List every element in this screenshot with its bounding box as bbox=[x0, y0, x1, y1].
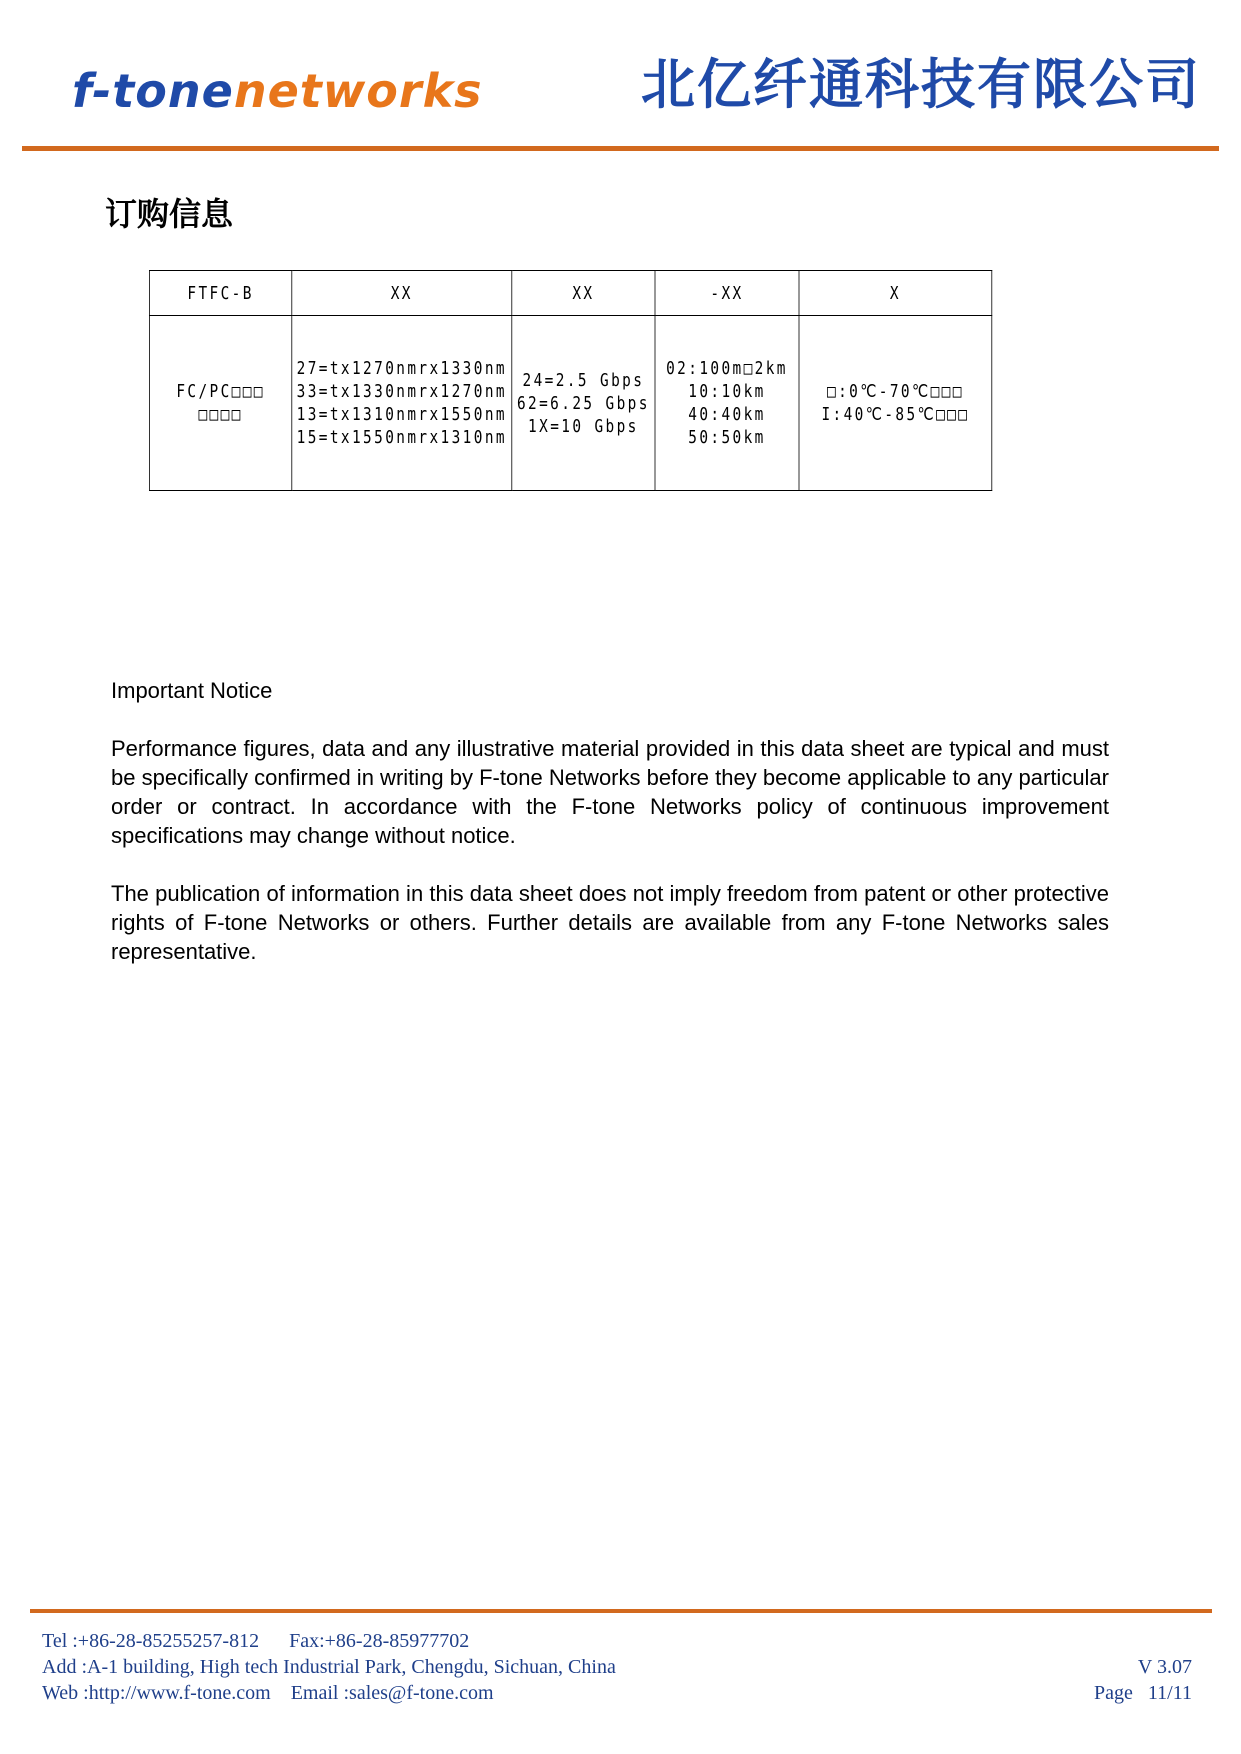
header-cell-distance: -XX bbox=[655, 271, 799, 316]
cell-line: □□□□ bbox=[198, 404, 243, 425]
important-notice bbox=[111, 676, 1109, 995]
table-body-row bbox=[149, 316, 991, 491]
cell-line: □:0℃-70℃□□□ bbox=[827, 381, 964, 402]
cell-line: 13=tx1310nmrx1550nm bbox=[296, 404, 507, 425]
company-name: 北亿纤通科技有限公司 bbox=[641, 53, 1201, 116]
cell-connector bbox=[149, 316, 291, 491]
footer-web: Web :http://www.f-tone.com bbox=[42, 1682, 271, 1704]
footer-version: V 3.07 bbox=[1137, 1656, 1192, 1678]
cell-line: 02:100m□2km bbox=[666, 358, 788, 379]
footer-divider bbox=[30, 1609, 1212, 1613]
cell-line: I:40℃-85℃□□□ bbox=[821, 404, 970, 425]
footer-row-web bbox=[42, 1680, 1192, 1706]
company-logo bbox=[72, 64, 483, 118]
cell-line: 33=tx1330nmrx1270nm bbox=[296, 381, 507, 402]
cell-line: 10:10km bbox=[688, 381, 766, 402]
cell-temperature bbox=[799, 316, 992, 491]
notice-paragraph-2: The publication of information in this data sheet does not imply freedom from patent or other protective rights of F-tone Networks or others. Further details are available from any F-tone Networks sales representative. bbox=[111, 881, 1109, 964]
footer-row-contact bbox=[42, 1628, 1192, 1654]
notice-heading: Important Notice bbox=[111, 678, 273, 703]
cell-line: 24=2.5 Gbps bbox=[522, 369, 645, 391]
cell-rate bbox=[512, 316, 655, 491]
cell-line: 62=6.25 Gbps bbox=[516, 392, 650, 414]
header-divider bbox=[22, 146, 1219, 151]
table-header-row bbox=[149, 271, 991, 316]
footer-tel: Tel :+86-28-85255257-812 bbox=[42, 1630, 260, 1652]
section-title: 订购信息 bbox=[105, 195, 234, 233]
logo-text-part1: f-tone bbox=[72, 64, 234, 118]
header-cell-model: FTFC-B bbox=[149, 271, 291, 316]
notice-paragraph-1: Performance figures, data and any illustrative material provided in this data sheet are typical and must be specifically confirmed in writing by F-tone Networks before they become applicable to any particular order or contract. In accordance with the F-tone Networks policy of continuous improvement specifications may change without notice. bbox=[111, 736, 1109, 848]
footer-row-address bbox=[42, 1654, 1192, 1680]
footer-address: Add :A-1 building, High tech Industrial Park, Chengdu, Sichuan, China bbox=[42, 1656, 616, 1678]
cell-line: 15=tx1550nmrx1310nm bbox=[296, 427, 507, 448]
cell-line: 27=tx1270nmrx1330nm bbox=[296, 358, 507, 379]
header-cell-rate: XX bbox=[512, 271, 655, 316]
cell-line: 40:40km bbox=[688, 404, 766, 425]
footer bbox=[42, 1628, 1192, 1706]
cell-line: 1X=10 Gbps bbox=[528, 415, 639, 437]
cell-line: FC/PC□□□ bbox=[176, 381, 265, 402]
footer-page: Page 11/11 bbox=[1094, 1682, 1192, 1704]
header-cell-wavelength: XX bbox=[292, 271, 512, 316]
footer-email: Email :sales@f-tone.com bbox=[290, 1682, 494, 1704]
footer-fax: Fax:+86-28-85977702 bbox=[289, 1630, 470, 1652]
logo-text-part2: networks bbox=[233, 64, 483, 118]
cell-line: 50:50km bbox=[688, 427, 766, 448]
cell-wavelength bbox=[292, 316, 512, 491]
cell-distance bbox=[655, 316, 799, 491]
ordering-info-table bbox=[149, 270, 992, 491]
header-cell-temperature: X bbox=[799, 271, 992, 316]
